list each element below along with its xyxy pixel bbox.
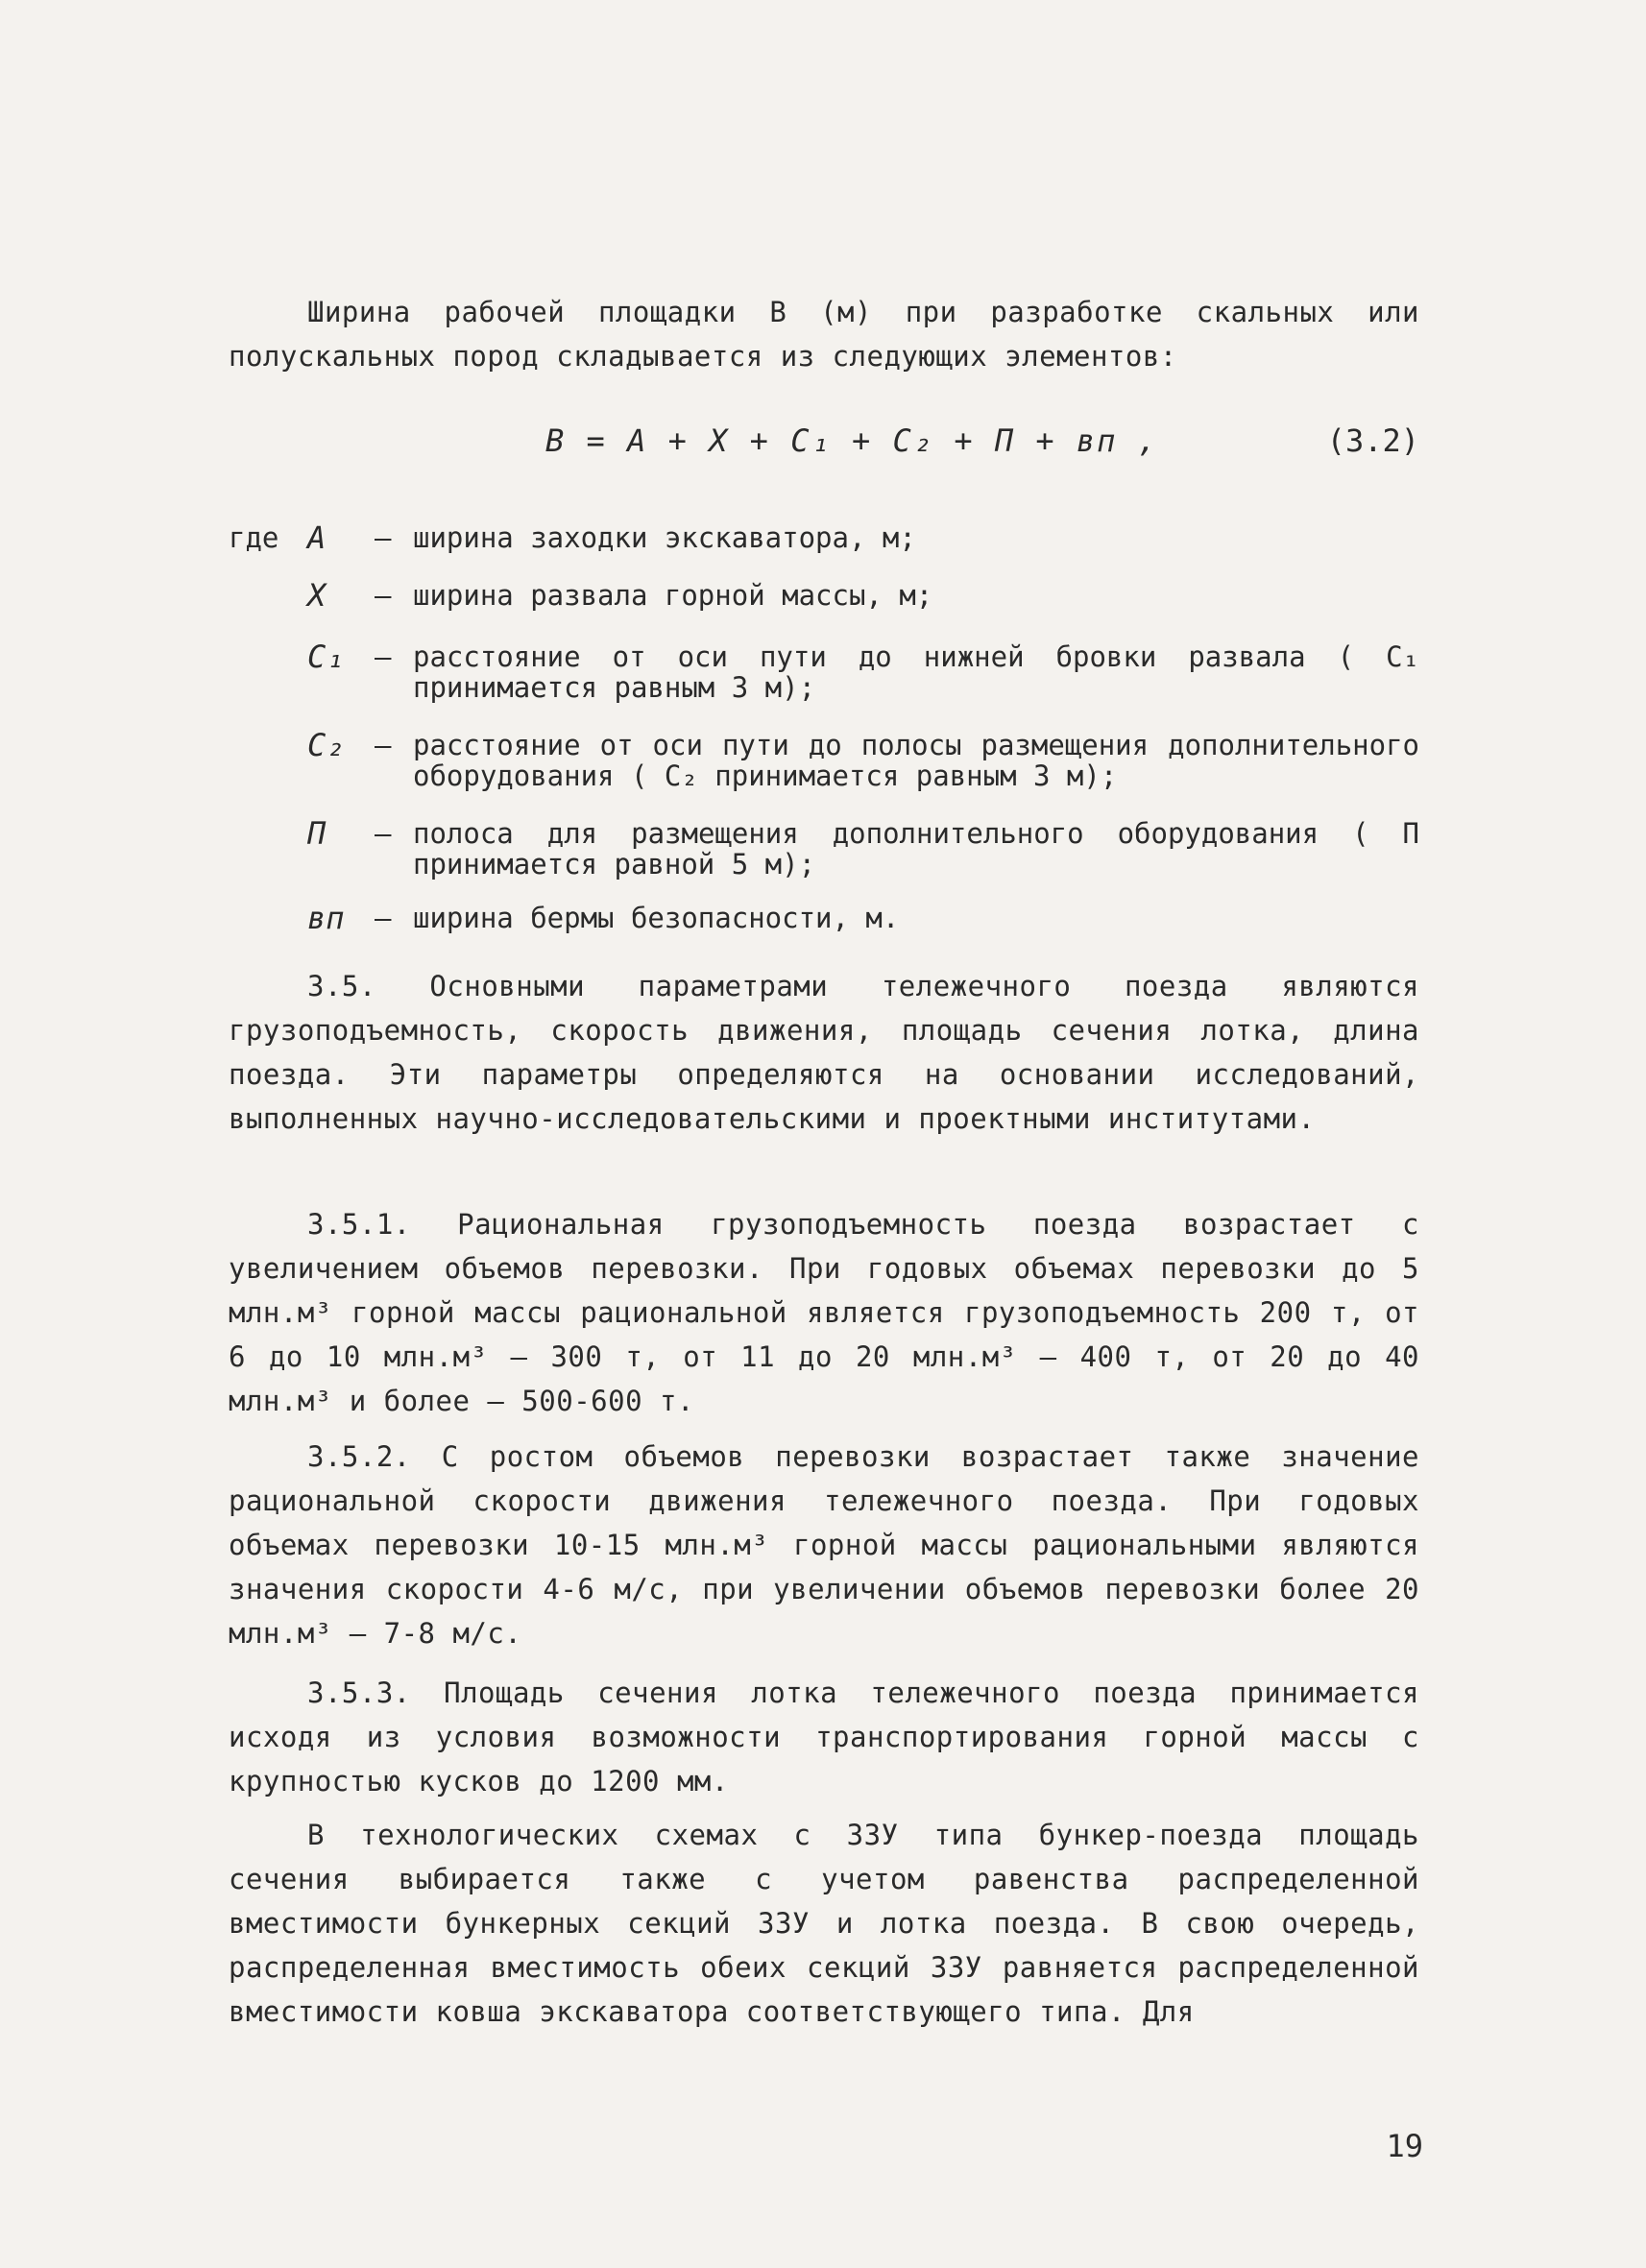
definition-text: полоса для размещения дополнительного оборудования ( П принимается равной 5 м); [413,817,1419,881]
definition-text: ширина заходки экскаватора, м; [413,521,916,554]
section-3-5 [229,964,1419,1141]
formula [229,422,1419,480]
paragraph: 3.5.2. С ростом объемов перевозки возрастает также значение рациональной скорости движения тележечного поезда. При годовых объемах перевозки 10-15 млн.м³ горной массы рациональными являются значения скорости 4-6 м/с, при увеличении объемов перевозки более 20 млн.м³ – 7-8 м/с. [229,1440,1419,1650]
definition-dash: – [375,902,392,934]
definition-dash: – [375,729,392,761]
definition-symbol: С₂ [307,727,345,763]
definition-symbol: Х [307,577,327,614]
where-label: где [229,521,279,554]
formula-expression: В = А + Х + С₁ + С₂ + П + вп , [545,422,1158,459]
paragraph: 3.5.1. Рациональная грузоподъемность поезда возрастает с увеличением объемов перевозки. При годовых объемах перевозки до 5 млн.м³ горной массы рациональной является грузоподъемность 200 т, от 6 до 10 млн.м³ – 300 т, от 11 до 20 млн.м³ – 400 т, от 20 до 40 млн.м³ и более – 500-600 т. [229,1208,1419,1417]
section-3-5-3 [229,1671,1419,1803]
intro-text: Ширина рабочей площадки В (м) при разработке скальных или полускальных пород складывается из следующих элементов: [229,296,1419,373]
definition-symbol: С₁ [307,639,345,675]
paragraph: 3.5.3. Площадь сечения лотка тележечного поезда принимается исходя из условия возможности транспортирования горной массы с крупностью кусков до 1200 мм. [229,1677,1419,1798]
bunker-paragraph [229,1813,1419,2034]
definition-dash: – [375,640,392,673]
formula-number: (3.2) [1326,422,1419,459]
definition-text: ширина бермы безопасности, м. [413,902,900,934]
intro-paragraph [229,290,1419,378]
definition-symbol: вп [307,900,345,936]
definition-symbol: А [307,519,327,556]
paragraph: 3.5. Основными параметрами тележечного поезда являются грузоподъемность, скорость движения, площадь сечения лотка, длина поезда. Эти параметры определяются на основании исследований, выполненных научно-исследовательскими и проектными институтами. [229,970,1419,1135]
definition-dash: – [375,579,392,612]
definition-text: расстояние от оси пути до полосы размещения дополнительного оборудования ( С₂ принимается равным 3 м); [413,729,1419,792]
section-3-5-1 [229,1202,1419,1423]
definition-text: расстояние от оси пути до нижней бровки развала ( С₁ принимается равным 3 м); [413,640,1419,704]
definition-text: ширина развала горной массы, м; [413,579,933,612]
section-3-5-2 [229,1435,1419,1655]
definition-symbol: П [307,815,327,852]
paragraph: В технологических схемах с ЗЗУ типа бункер-поезда площадь сечения выбирается также с учетом равенства распределенной вместимости бункерных секций ЗЗУ и лотка поезда. В свою очередь, распределенная вместимость обеих секций ЗЗУ равняется распределенной вместимости ковша экскаватора соответствующего типа. Для [229,1819,1419,2028]
definition-dash: – [375,817,392,850]
definition-dash: – [375,521,392,554]
page-number: 19 [1386,2128,1423,2164]
